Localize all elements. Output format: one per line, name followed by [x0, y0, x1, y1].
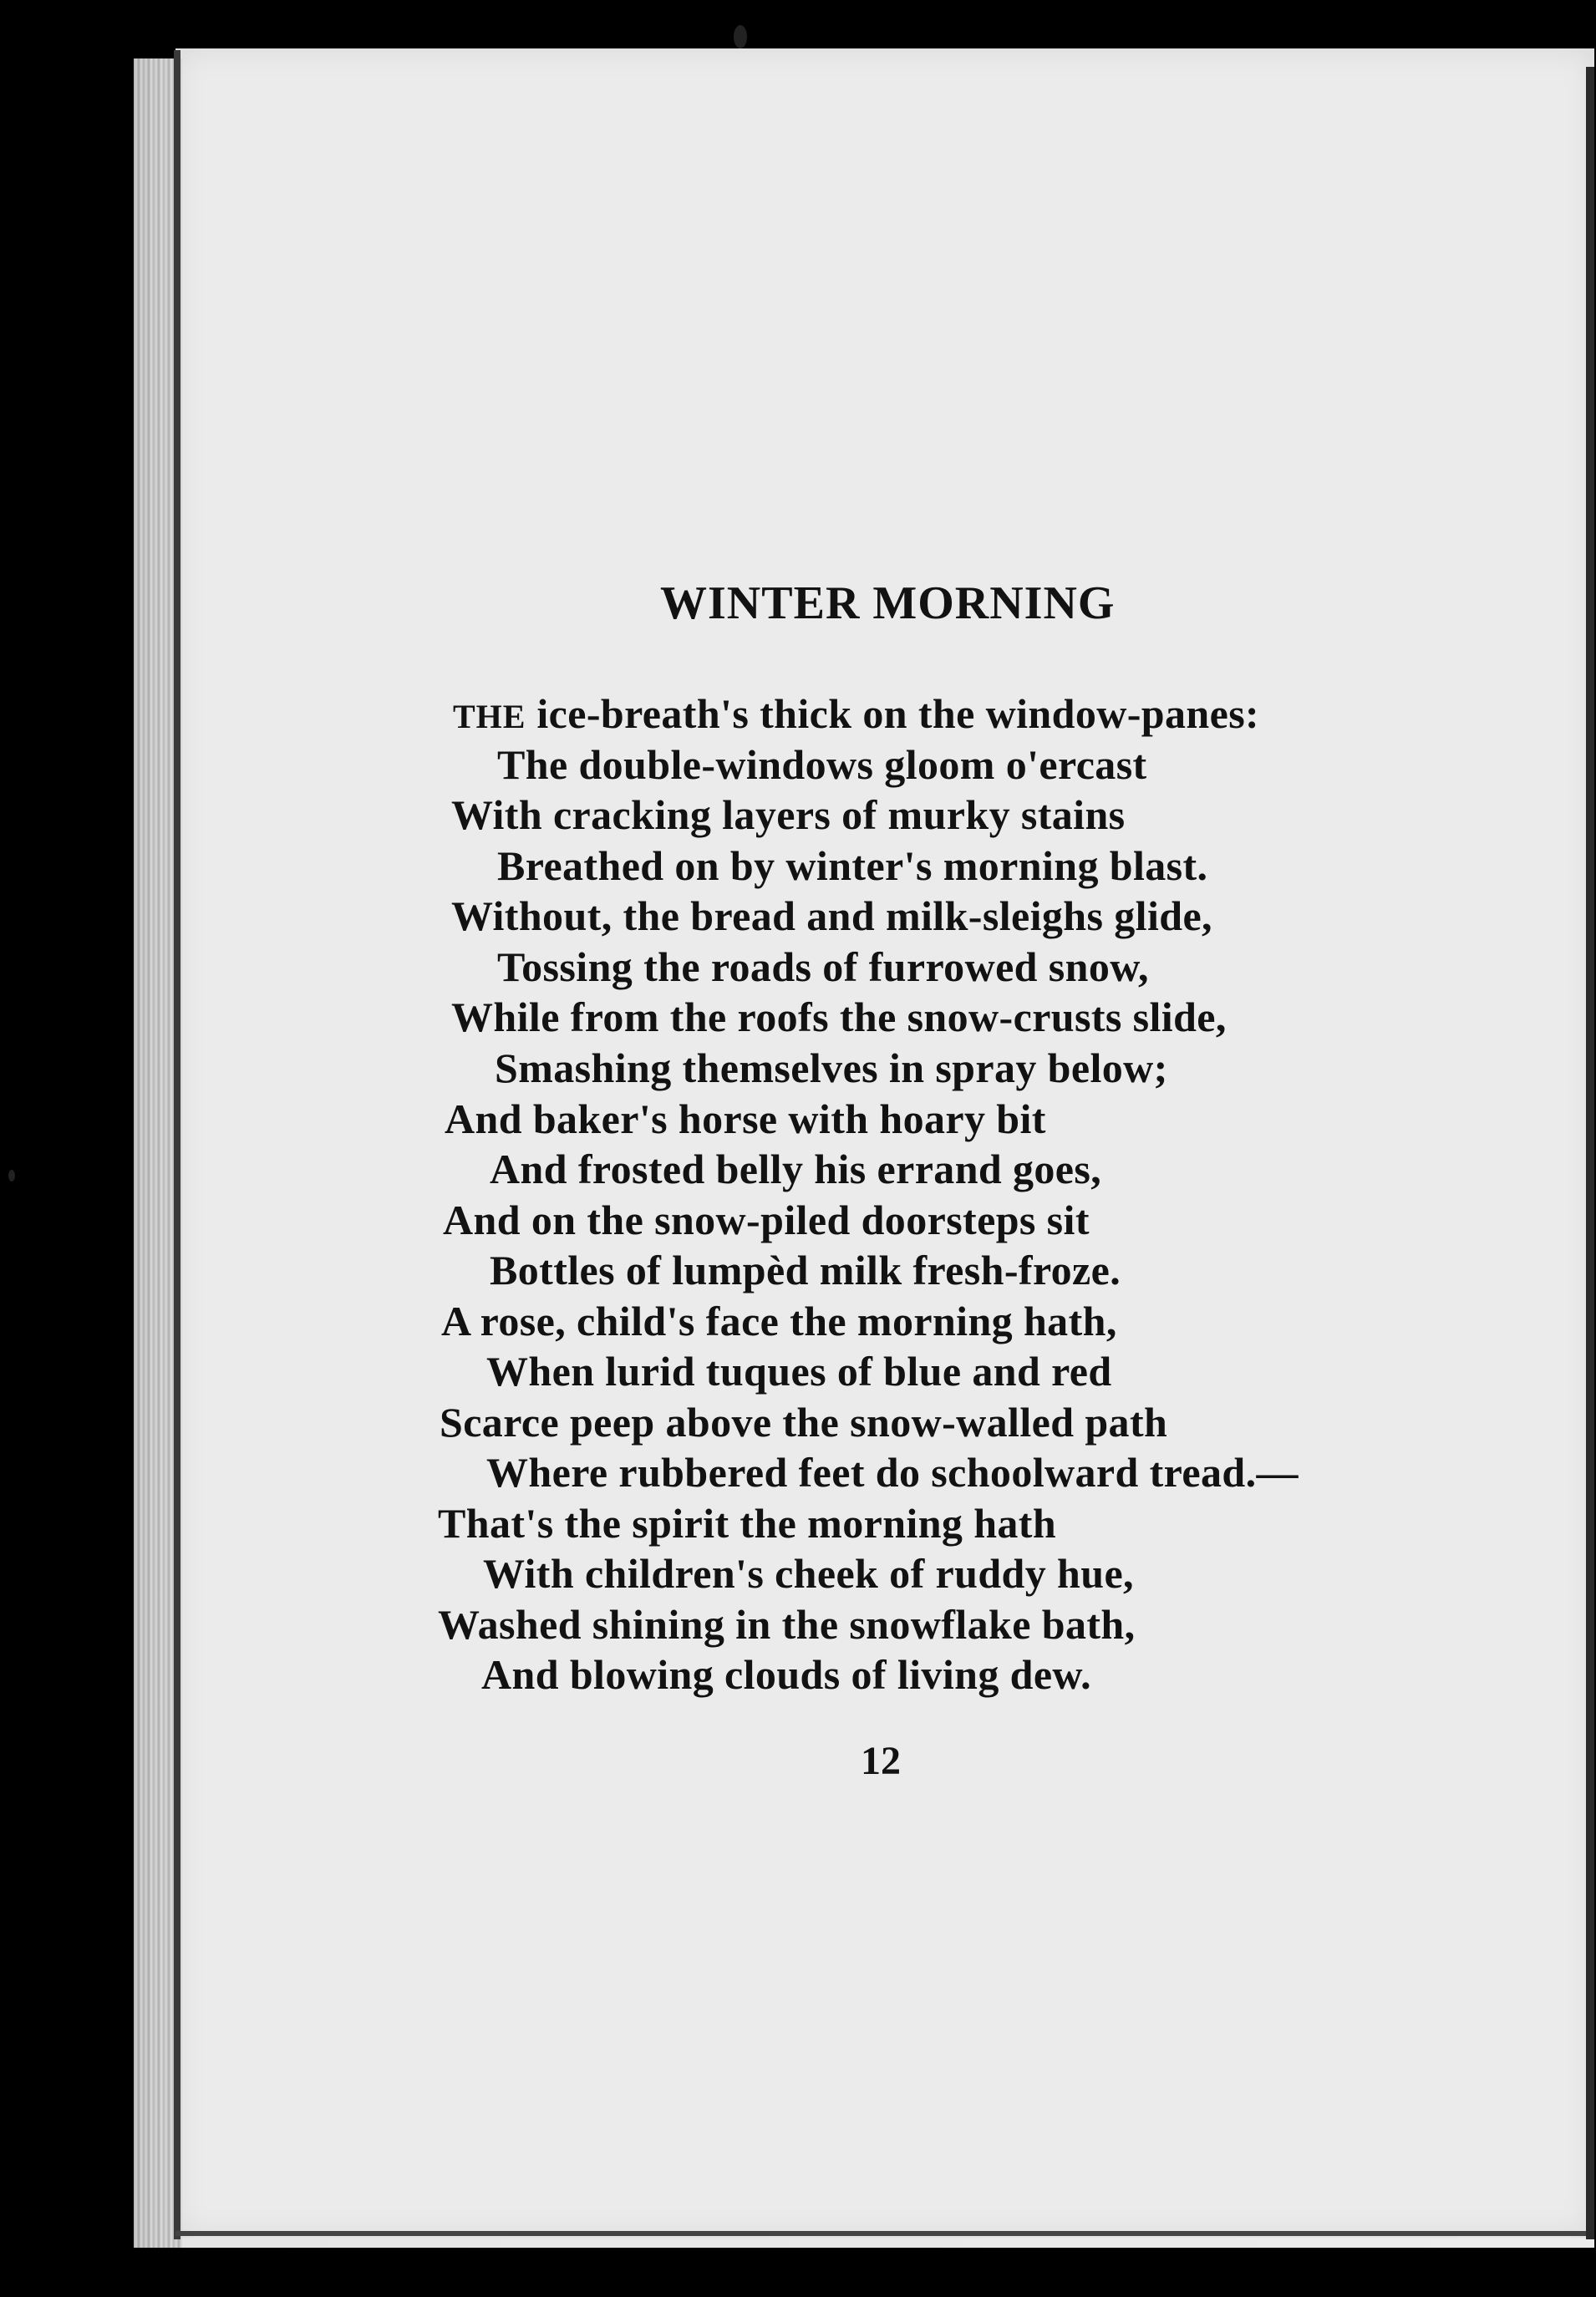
poem-line: A rose, child's face the morning hath, — [441, 1298, 1117, 1344]
poem-title: WINTER MORNING — [660, 577, 1116, 629]
poem-line: That's the spirit the morning hath — [438, 1500, 1057, 1547]
poem-line: With children's cheek of ruddy hue, — [483, 1550, 1134, 1597]
poem-line: Without, the bread and milk-sleighs glide, — [451, 892, 1212, 939]
poem-line — [453, 689, 1259, 738]
poem-line: When lurid tuques of blue and red — [486, 1348, 1112, 1395]
poem-line: Washed shining in the snowflake bath, — [438, 1601, 1136, 1648]
page-number: 12 — [861, 1739, 901, 1783]
poem-first-word: THE — [453, 698, 526, 735]
poem-line: While from the roofs the snow-crusts slide, — [451, 994, 1227, 1040]
poem-line: Bottles of lumpèd milk fresh-froze. — [490, 1247, 1121, 1293]
poem-line: And blowing clouds of living dew. — [481, 1651, 1092, 1698]
poem-line: Tossing the roads of furrowed snow, — [497, 943, 1149, 990]
poem-line: Breathed on by winter's morning blast. — [497, 842, 1208, 889]
poem-line: The double-windows gloom o'ercast — [497, 741, 1147, 788]
poem-line: Where rubbered feet do schoolward tread.— — [486, 1449, 1299, 1496]
poem-line: And baker's horse with hoary bit — [445, 1095, 1046, 1142]
poem-line: With cracking layers of murky stains — [451, 791, 1126, 838]
poem-first-line-rest: ice-breath's thick on the window-panes: — [526, 690, 1260, 737]
poem-line: Scarce peep above the snow-walled path — [440, 1399, 1168, 1446]
poem-line: And on the snow-piled doorsteps sit — [443, 1197, 1090, 1243]
poem-line: And frosted belly his errand goes, — [490, 1146, 1102, 1192]
poem-line: Smashing themselves in spray below; — [495, 1044, 1168, 1091]
